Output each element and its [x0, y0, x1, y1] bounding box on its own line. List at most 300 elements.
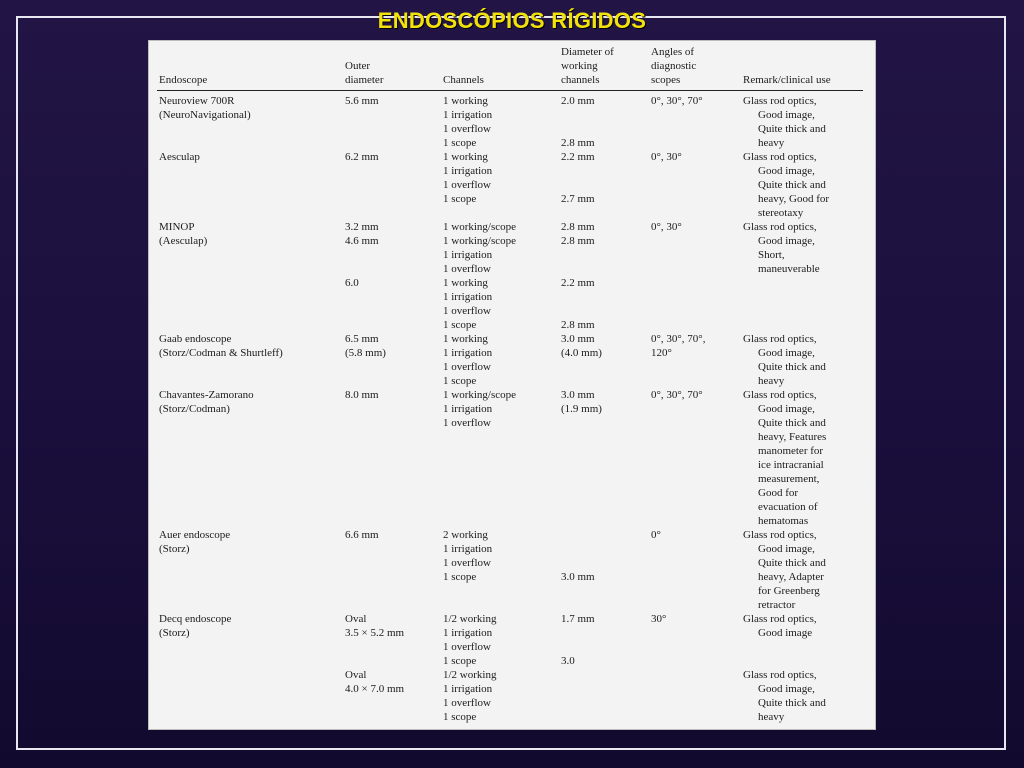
- cell-text: Neuroview 700R: [159, 95, 235, 107]
- cell-text: [159, 290, 341, 304]
- cell-text: [345, 430, 439, 444]
- cell-text: Glass rod optics,: [743, 529, 817, 541]
- cell-text: 0°: [651, 529, 661, 541]
- cell-text: [443, 458, 557, 472]
- cell-text: 1/2 working: [443, 669, 497, 681]
- cell-text: 0°, 30°, 70°: [651, 95, 703, 107]
- cell-text: [345, 584, 439, 598]
- cell-text: [345, 598, 439, 612]
- cell-text: [561, 514, 647, 528]
- cell-text: Short,: [758, 249, 785, 261]
- cell-text: 2.0 mm: [561, 95, 595, 107]
- cell-text: [651, 486, 739, 500]
- cell-text: [159, 598, 341, 612]
- cell-text: [159, 640, 341, 654]
- cell-text: heavy: [758, 711, 785, 723]
- cell-text: [345, 570, 439, 584]
- cell-text: [159, 696, 341, 710]
- cell-text: [345, 262, 439, 276]
- cell-text: [345, 486, 439, 500]
- cell-text: [561, 248, 647, 262]
- cell-text: [651, 122, 739, 136]
- cell-text: 1 working/scope: [443, 235, 517, 247]
- channel-diameter-cell: [559, 150, 649, 220]
- cell-text: [561, 486, 647, 500]
- channels-cell: [441, 91, 559, 151]
- header-text: scopes: [651, 74, 681, 86]
- cell-text: 1 irrigation: [443, 627, 493, 639]
- cell-text: [561, 290, 647, 304]
- cell-text: maneuverable: [758, 263, 820, 275]
- cell-text: 1 irrigation: [443, 347, 493, 359]
- table-row: [157, 388, 863, 528]
- cell-text: [651, 248, 739, 262]
- outer-diameter-cell: [343, 332, 441, 388]
- cell-text: [345, 500, 439, 514]
- cell-text: 2.7 mm: [561, 193, 595, 205]
- cell-text: [159, 262, 341, 276]
- cell-text: Good image,: [758, 543, 815, 555]
- cell-text: [159, 500, 341, 514]
- cell-text: 2.8 mm: [561, 221, 595, 233]
- cell-text: [159, 514, 341, 528]
- cell-text: [345, 290, 439, 304]
- cell-text: [561, 360, 647, 374]
- cell-text: [345, 248, 439, 262]
- cell-text: [159, 584, 341, 598]
- endoscope-name-cell: [157, 612, 343, 724]
- cell-text: Quite thick and: [758, 557, 826, 569]
- cell-text: 3.5 × 5.2 mm: [345, 627, 405, 639]
- cell-text: 1 irrigation: [443, 291, 493, 303]
- cell-text: for Greenberg: [758, 585, 820, 597]
- cell-text: [743, 654, 861, 668]
- cell-text: [651, 584, 739, 598]
- table-row: [157, 220, 863, 332]
- table-row: [157, 528, 863, 612]
- cell-text: [651, 444, 739, 458]
- cell-text: [651, 500, 739, 514]
- cell-text: MINOP: [159, 221, 195, 233]
- cell-text: [345, 514, 439, 528]
- cell-text: Good image,: [758, 109, 815, 121]
- cell-text: [159, 164, 341, 178]
- cell-text: Good for: [758, 487, 799, 499]
- cell-text: 1 irrigation: [443, 543, 493, 555]
- cell-text: [651, 556, 739, 570]
- header-text: Diameter of: [561, 46, 614, 58]
- cell-text: [561, 108, 647, 122]
- cell-text: 1 working: [443, 333, 488, 345]
- cell-text: [159, 570, 341, 584]
- cell-text: 1 scope: [443, 137, 477, 149]
- channels-cell: [441, 220, 559, 332]
- cell-text: heavy, Adapter: [758, 571, 824, 583]
- cell-text: [345, 122, 439, 136]
- channel-diameter-cell: [559, 220, 649, 332]
- table-body: [157, 91, 863, 725]
- cell-text: Quite thick and: [758, 697, 826, 709]
- cell-text: Good image,: [758, 683, 815, 695]
- cell-text: [651, 654, 739, 668]
- cell-text: 1 scope: [443, 193, 477, 205]
- channel-diameter-cell: [559, 612, 649, 724]
- cell-text: 1 working: [443, 277, 488, 289]
- endoscope-name-cell: [157, 528, 343, 612]
- angles-cell: [649, 612, 741, 724]
- header-text: Remark/clinical use: [743, 74, 831, 86]
- channel-diameter-cell: [559, 528, 649, 612]
- cell-text: Quite thick and: [758, 361, 826, 373]
- cell-text: 2.2 mm: [561, 277, 595, 289]
- cell-text: 1 scope: [443, 375, 477, 387]
- cell-text: [651, 514, 739, 528]
- cell-text: Good image,: [758, 347, 815, 359]
- cell-text: [561, 472, 647, 486]
- cell-text: ice intracranial: [758, 459, 824, 471]
- channels-cell: [441, 528, 559, 612]
- cell-text: 0°, 30°, 70°,: [651, 333, 706, 345]
- cell-text: [159, 556, 341, 570]
- cell-text: [159, 430, 341, 444]
- cell-text: 1 working/scope: [443, 221, 517, 233]
- cell-text: 3.0 mm: [561, 389, 595, 401]
- outer-diameter-cell: [343, 150, 441, 220]
- cell-text: 1 irrigation: [443, 683, 493, 695]
- header-endoscope: [157, 45, 343, 91]
- cell-text: [561, 122, 647, 136]
- cell-text: 1 overflow: [443, 305, 491, 317]
- header-text: working: [561, 60, 598, 72]
- remark-cell: [741, 332, 863, 388]
- cell-text: 1.7 mm: [561, 613, 595, 625]
- cell-text: [443, 430, 557, 444]
- cell-text: 1 working: [443, 151, 488, 163]
- cell-text: [561, 262, 647, 276]
- cell-text: [561, 542, 647, 556]
- cell-text: [345, 178, 439, 192]
- table-row: [157, 91, 863, 151]
- outer-diameter-cell: [343, 388, 441, 528]
- cell-text: [651, 360, 739, 374]
- cell-text: 3.0: [561, 655, 575, 667]
- table-row: [157, 332, 863, 388]
- cell-text: [159, 374, 341, 388]
- cell-text: (NeuroNavigational): [159, 109, 251, 121]
- cell-text: [651, 430, 739, 444]
- cell-text: [159, 192, 341, 206]
- cell-text: [345, 206, 439, 220]
- cell-text: [651, 164, 739, 178]
- cell-text: 0°, 30°, 70°: [651, 389, 703, 401]
- header-remark-clinical-use: [741, 45, 863, 91]
- cell-text: 1 working/scope: [443, 389, 517, 401]
- cell-text: Aesculap: [159, 151, 200, 163]
- cell-text: Glass rod optics,: [743, 221, 817, 233]
- channel-diameter-cell: [559, 332, 649, 388]
- cell-text: [345, 710, 439, 724]
- cell-text: 1 overflow: [443, 557, 491, 569]
- cell-text: [159, 472, 341, 486]
- cell-text: 3.0 mm: [561, 571, 595, 583]
- header-diameter-working-channels: [559, 45, 649, 91]
- cell-text: [561, 640, 647, 654]
- header-text: Channels: [443, 74, 484, 86]
- cell-text: Glass rod optics,: [743, 95, 817, 107]
- cell-text: [443, 444, 557, 458]
- cell-text: stereotaxy: [758, 207, 804, 219]
- cell-text: [743, 290, 861, 304]
- cell-text: 1 irrigation: [443, 109, 493, 121]
- cell-text: [743, 318, 861, 332]
- endoscope-table: [157, 45, 863, 724]
- cell-text: [561, 668, 647, 682]
- cell-text: [159, 248, 341, 262]
- cell-text: [651, 640, 739, 654]
- cell-text: [561, 500, 647, 514]
- cell-text: [743, 304, 861, 318]
- cell-text: Gaab endoscope: [159, 333, 232, 345]
- cell-text: [159, 458, 341, 472]
- cell-text: [345, 360, 439, 374]
- slide-title: ENDOSCÓPIOS RÍGIDOS: [377, 8, 647, 33]
- cell-text: [443, 206, 557, 220]
- cell-text: [561, 710, 647, 724]
- cell-text: [159, 682, 341, 696]
- cell-text: [443, 486, 557, 500]
- cell-text: [345, 192, 439, 206]
- remark-cell: [741, 528, 863, 612]
- cell-text: (Storz): [159, 627, 190, 639]
- cell-text: 1 overflow: [443, 263, 491, 275]
- cell-text: [345, 374, 439, 388]
- cell-text: 3.2 mm: [345, 221, 379, 233]
- cell-text: [651, 262, 739, 276]
- remark-cell: [741, 220, 863, 332]
- cell-text: [651, 472, 739, 486]
- cell-text: (1.9 mm): [561, 403, 602, 415]
- angles-cell: [649, 91, 741, 151]
- cell-text: Glass rod optics,: [743, 613, 817, 625]
- table-header-row: [157, 45, 863, 91]
- cell-text: [651, 178, 739, 192]
- angles-cell: [649, 528, 741, 612]
- cell-text: 0°, 30°: [651, 151, 682, 163]
- cell-text: [345, 458, 439, 472]
- cell-text: [159, 206, 341, 220]
- cell-text: 2.8 mm: [561, 319, 595, 331]
- endoscope-name-cell: [157, 150, 343, 220]
- cell-text: 6.0: [345, 277, 359, 289]
- outer-diameter-cell: [343, 528, 441, 612]
- cell-text: 1 overflow: [443, 641, 491, 653]
- cell-text: 6.6 mm: [345, 529, 379, 541]
- cell-text: [345, 416, 439, 430]
- cell-text: [561, 444, 647, 458]
- cell-text: Quite thick and: [758, 123, 826, 135]
- cell-text: 1 overflow: [443, 697, 491, 709]
- cell-text: [651, 234, 739, 248]
- cell-text: Decq endoscope: [159, 613, 232, 625]
- header-channels: [441, 45, 559, 91]
- cell-text: Glass rod optics,: [743, 669, 817, 681]
- cell-text: 2.8 mm: [561, 235, 595, 247]
- cell-text: (4.0 mm): [561, 347, 602, 359]
- channel-diameter-cell: [559, 388, 649, 528]
- scanned-table-page: [148, 40, 876, 730]
- cell-text: [561, 682, 647, 696]
- channels-cell: [441, 388, 559, 528]
- angles-cell: [649, 220, 741, 332]
- cell-text: heavy, Features: [758, 431, 827, 443]
- cell-text: 1/2 working: [443, 613, 497, 625]
- cell-text: [651, 108, 739, 122]
- cell-text: hematomas: [758, 515, 809, 527]
- cell-text: [345, 556, 439, 570]
- cell-text: [159, 668, 341, 682]
- angles-cell: [649, 150, 741, 220]
- cell-text: [561, 584, 647, 598]
- cell-text: [651, 570, 739, 584]
- cell-text: [443, 472, 557, 486]
- cell-text: [651, 598, 739, 612]
- cell-text: [561, 556, 647, 570]
- cell-text: [159, 444, 341, 458]
- cell-text: 1 overflow: [443, 123, 491, 135]
- cell-text: 1 irrigation: [443, 249, 493, 261]
- cell-text: 1 irrigation: [443, 165, 493, 177]
- cell-text: [651, 136, 739, 150]
- cell-text: [345, 640, 439, 654]
- cell-text: 8.0 mm: [345, 389, 379, 401]
- cell-text: Quite thick and: [758, 417, 826, 429]
- cell-text: Good image,: [758, 235, 815, 247]
- cell-text: [651, 696, 739, 710]
- cell-text: [651, 206, 739, 220]
- cell-text: Auer endoscope: [159, 529, 231, 541]
- cell-text: Good image,: [758, 403, 815, 415]
- cell-text: [443, 500, 557, 514]
- cell-text: [561, 206, 647, 220]
- cell-text: [159, 486, 341, 500]
- cell-text: heavy: [758, 137, 785, 149]
- cell-text: [159, 360, 341, 374]
- cell-text: [651, 682, 739, 696]
- cell-text: [159, 136, 341, 150]
- cell-text: heavy, Good for: [758, 193, 830, 205]
- cell-text: Chavantes-Zamorano: [159, 389, 254, 401]
- remark-cell: [741, 91, 863, 151]
- cell-text: Glass rod optics,: [743, 151, 817, 163]
- header-angles-diagnostic-scopes: [649, 45, 741, 91]
- cell-text: [345, 108, 439, 122]
- cell-text: [561, 528, 647, 542]
- header-text: channels: [561, 74, 600, 86]
- table-row: [157, 150, 863, 220]
- cell-text: 3.0 mm: [561, 333, 595, 345]
- cell-text: [561, 598, 647, 612]
- cell-text: [651, 276, 739, 290]
- header-text: Endoscope: [159, 74, 208, 86]
- cell-text: 6.2 mm: [345, 151, 379, 163]
- remark-cell: [741, 612, 863, 724]
- cell-text: 2.2 mm: [561, 151, 595, 163]
- header-text: diagnostic: [651, 60, 697, 72]
- cell-text: [443, 584, 557, 598]
- cell-text: [345, 444, 439, 458]
- endoscope-name-cell: [157, 332, 343, 388]
- angles-cell: [649, 388, 741, 528]
- channels-cell: [441, 612, 559, 724]
- cell-text: [561, 430, 647, 444]
- cell-text: [345, 696, 439, 710]
- cell-text: [345, 304, 439, 318]
- cell-text: evacuation of: [758, 501, 818, 513]
- cell-text: 5.6 mm: [345, 95, 379, 107]
- channel-diameter-cell: [559, 91, 649, 151]
- cell-text: (Storz/Codman): [159, 403, 230, 415]
- cell-text: Good image,: [758, 165, 815, 177]
- cell-text: Good image: [758, 627, 813, 639]
- cell-text: [561, 458, 647, 472]
- cell-text: [443, 514, 557, 528]
- cell-text: [159, 122, 341, 136]
- cell-text: [651, 542, 739, 556]
- cell-text: [345, 318, 439, 332]
- cell-text: [159, 710, 341, 724]
- header-outer-diameter: [343, 45, 441, 91]
- header-text: diameter: [345, 74, 384, 86]
- cell-text: [651, 626, 739, 640]
- outer-diameter-cell: [343, 220, 441, 332]
- cell-text: [443, 598, 557, 612]
- cell-text: [651, 710, 739, 724]
- outer-diameter-cell: [343, 612, 441, 724]
- cell-text: [159, 304, 341, 318]
- cell-text: (Aesculap): [159, 235, 208, 247]
- endoscope-name-cell: [157, 91, 343, 151]
- cell-text: (Storz): [159, 543, 190, 555]
- cell-text: 0°, 30°: [651, 221, 682, 233]
- cell-text: 1 scope: [443, 319, 477, 331]
- cell-text: (Storz/Codman & Shurtleff): [159, 347, 283, 359]
- cell-text: 4.0 × 7.0 mm: [345, 683, 405, 695]
- cell-text: [651, 290, 739, 304]
- cell-text: [743, 276, 861, 290]
- cell-text: [561, 626, 647, 640]
- cell-text: Quite thick and: [758, 179, 826, 191]
- cell-text: Oval: [345, 613, 367, 625]
- cell-text: [561, 374, 647, 388]
- cell-text: measurement,: [758, 473, 820, 485]
- header-text: Outer: [345, 60, 371, 72]
- channels-cell: [441, 150, 559, 220]
- cell-text: 2.8 mm: [561, 137, 595, 149]
- cell-text: [651, 374, 739, 388]
- cell-text: [561, 696, 647, 710]
- cell-text: [651, 318, 739, 332]
- cell-text: [159, 276, 341, 290]
- cell-text: [651, 192, 739, 206]
- cell-text: [561, 164, 647, 178]
- cell-text: [651, 668, 739, 682]
- cell-text: [345, 164, 439, 178]
- cell-text: [345, 136, 439, 150]
- channels-cell: [441, 332, 559, 388]
- cell-text: 6.5 mm: [345, 333, 379, 345]
- cell-text: 1 scope: [443, 571, 477, 583]
- cell-text: retractor: [758, 599, 796, 611]
